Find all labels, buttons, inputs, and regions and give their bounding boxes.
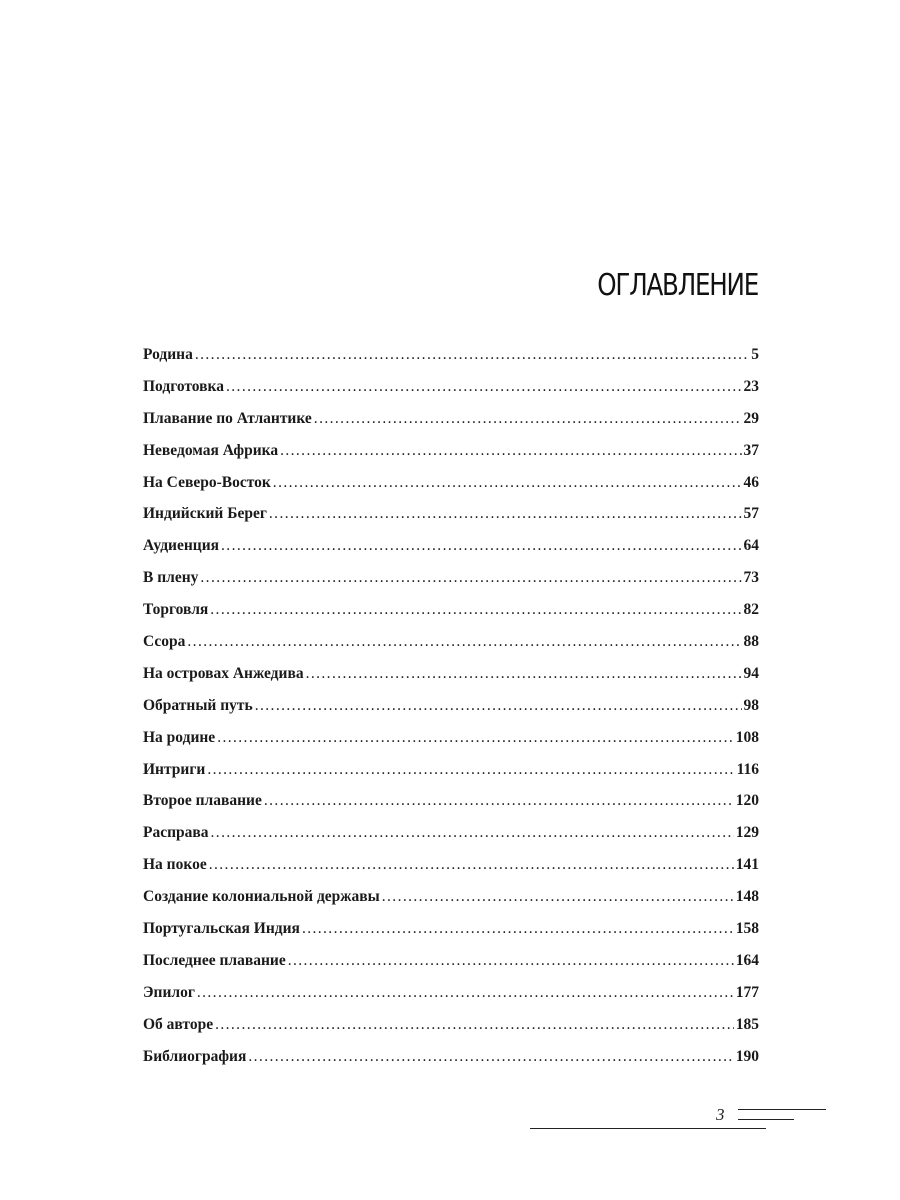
toc-entry-title: Расправа bbox=[143, 824, 209, 842]
toc-entry bbox=[143, 403, 759, 435]
toc-entry bbox=[143, 945, 759, 977]
toc-entry-page: 177 bbox=[735, 983, 759, 1001]
toc-entry bbox=[143, 817, 759, 849]
toc-entry-page: 116 bbox=[736, 760, 759, 778]
toc-entry bbox=[143, 626, 759, 658]
toc-entry-page: 82 bbox=[743, 601, 759, 619]
toc-dot-leader bbox=[288, 945, 734, 977]
toc-dot-leader bbox=[255, 690, 742, 722]
toc-entry bbox=[143, 913, 759, 945]
toc-entry-page: 148 bbox=[735, 888, 759, 906]
toc-entry-title: Индийский Берег bbox=[143, 505, 267, 523]
toc-entry-title: Подготовка bbox=[143, 377, 224, 395]
toc-entry bbox=[143, 754, 759, 786]
page-number: 3 bbox=[716, 1105, 725, 1124]
toc-entry-page: 108 bbox=[735, 728, 759, 746]
toc-entry-page: 98 bbox=[743, 696, 759, 714]
toc-entry-page: 37 bbox=[743, 441, 759, 459]
table-of-contents bbox=[143, 339, 759, 1072]
toc-entry-title: Аудиенция bbox=[143, 537, 220, 555]
toc-entry-title: Родина bbox=[143, 346, 193, 363]
toc-entry bbox=[143, 467, 759, 499]
toc-entry-page: 94 bbox=[743, 664, 759, 682]
toc-entry-page: 29 bbox=[743, 409, 759, 427]
toc-dot-leader bbox=[200, 562, 741, 594]
toc-entry bbox=[143, 658, 759, 690]
toc-entry-title: Последнее плавание bbox=[143, 951, 286, 969]
toc-entry bbox=[143, 339, 759, 371]
toc-entry bbox=[143, 722, 759, 754]
toc-entry-title: Интриги bbox=[143, 760, 206, 778]
footer-rule-top bbox=[738, 1109, 826, 1110]
toc-entry-page: 57 bbox=[743, 505, 759, 523]
toc-entry-title: Библиография bbox=[143, 1047, 247, 1065]
toc-entry bbox=[143, 530, 759, 562]
toc-entry bbox=[143, 371, 759, 403]
page-footer bbox=[530, 1102, 830, 1142]
toc-dot-leader bbox=[302, 913, 734, 945]
toc-dot-leader bbox=[195, 339, 749, 371]
toc-entry-title: Создание колониальной державы bbox=[143, 888, 380, 906]
toc-entry-title: На Северо-Восток bbox=[143, 473, 271, 491]
toc-dot-leader bbox=[273, 467, 742, 499]
toc-entry bbox=[143, 562, 759, 594]
toc-entry bbox=[143, 881, 759, 913]
toc-dot-leader bbox=[226, 371, 742, 403]
footer-rule-bottom bbox=[530, 1128, 766, 1129]
toc-entry-page: 46 bbox=[743, 473, 759, 491]
toc-dot-leader bbox=[221, 530, 741, 562]
toc-entry-page: 158 bbox=[735, 920, 759, 938]
toc-entry-page: 64 bbox=[743, 537, 759, 555]
toc-dot-leader bbox=[215, 1009, 734, 1041]
footer-rule-middle bbox=[738, 1119, 794, 1120]
toc-entry-page: 120 bbox=[735, 792, 759, 810]
toc-entry-title: На островах Анжедива bbox=[143, 664, 304, 682]
toc-dot-leader bbox=[269, 498, 742, 530]
toc-entry-page: 73 bbox=[743, 569, 759, 587]
toc-entry-title: Эпилог bbox=[143, 983, 195, 1001]
toc-entry-title: Обратный путь bbox=[143, 696, 253, 714]
toc-entry-title: На родине bbox=[143, 728, 216, 746]
toc-entry-page: 164 bbox=[735, 951, 759, 969]
toc-dot-leader bbox=[211, 817, 734, 849]
toc-dot-leader bbox=[314, 403, 742, 435]
toc-entry-page: 129 bbox=[735, 824, 759, 842]
toc-entry bbox=[143, 594, 759, 626]
toc-entry bbox=[143, 1009, 759, 1041]
toc-entry-title: Торговля bbox=[143, 601, 209, 619]
toc-dot-leader bbox=[207, 754, 734, 786]
toc-dot-leader bbox=[264, 785, 734, 817]
toc-entry-page: 185 bbox=[735, 1015, 759, 1033]
toc-entry-page: 190 bbox=[735, 1047, 759, 1065]
toc-dot-leader bbox=[248, 1041, 733, 1073]
toc-entry-title: В плену bbox=[143, 569, 199, 587]
toc-entry-title: Плавание по Атлантике bbox=[143, 409, 312, 427]
toc-entry-title: Второе плавание bbox=[143, 792, 262, 810]
toc-entry bbox=[143, 690, 759, 722]
toc-entry-title: Ссора bbox=[143, 633, 186, 651]
toc-entry-page: 88 bbox=[743, 633, 759, 651]
toc-dot-leader bbox=[217, 722, 734, 754]
toc-dot-leader bbox=[280, 435, 741, 467]
toc-dot-leader bbox=[306, 658, 742, 690]
toc-dot-leader bbox=[209, 849, 734, 881]
toc-entry-title: На покое bbox=[143, 856, 207, 874]
toc-dot-leader bbox=[197, 977, 734, 1009]
toc-dot-leader bbox=[382, 881, 734, 913]
toc-entry bbox=[143, 785, 759, 817]
toc-entry bbox=[143, 849, 759, 881]
toc-entry-page: 5 bbox=[751, 346, 759, 363]
toc-entry-page: 141 bbox=[735, 856, 759, 874]
toc-entry-page: 23 bbox=[743, 377, 759, 395]
toc-entry bbox=[143, 498, 759, 530]
toc-entry bbox=[143, 1041, 759, 1073]
toc-entry bbox=[143, 435, 759, 467]
page-title: ОГЛАВЛЕНИЕ bbox=[597, 268, 758, 303]
toc-entry-title: Об авторе bbox=[143, 1015, 214, 1033]
toc-entry-title: Неведомая Африка bbox=[143, 441, 279, 459]
toc-dot-leader bbox=[187, 626, 741, 658]
toc-entry-title: Португальская Индия bbox=[143, 920, 300, 938]
toc-entry bbox=[143, 977, 759, 1009]
toc-dot-leader bbox=[210, 594, 741, 626]
